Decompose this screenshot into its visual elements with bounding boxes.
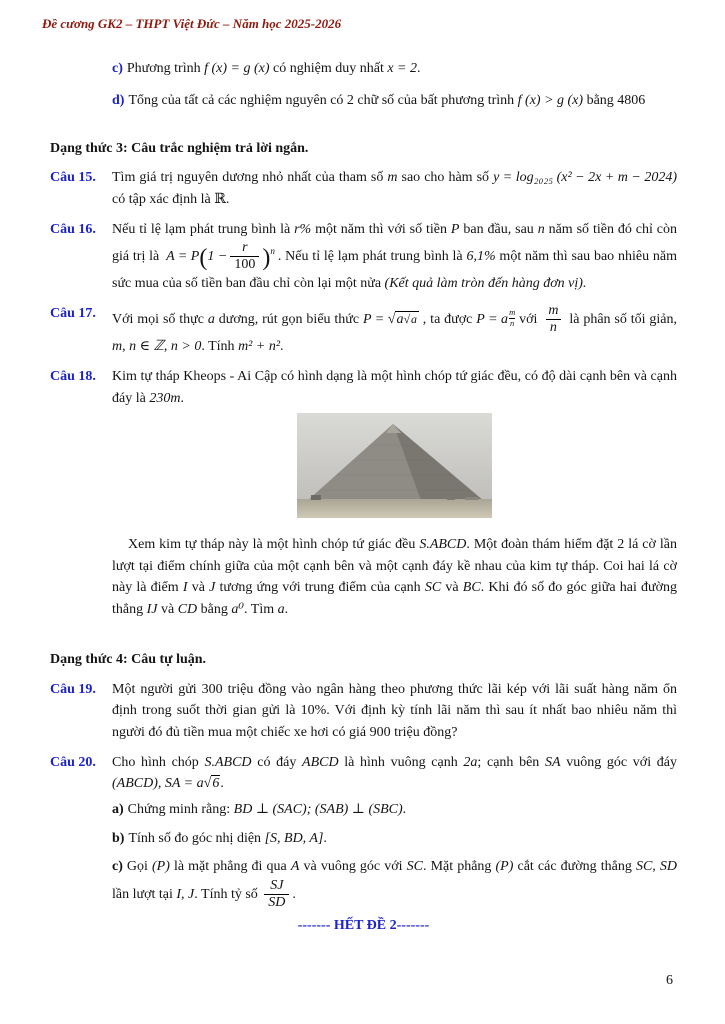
text-run: . [220, 776, 224, 792]
math-run: SA [544, 754, 561, 770]
item-c2-label: c) [112, 859, 123, 875]
item-b-label: b) [112, 830, 125, 846]
math-run: IJ [146, 602, 158, 618]
text-run: Cho hình chóp [112, 754, 205, 770]
math-run: P = [363, 311, 388, 327]
page-number: 6 [666, 973, 673, 989]
question-18 [50, 366, 677, 409]
question-20b [112, 828, 677, 850]
question-17-label: Câu 17. [50, 306, 96, 322]
math-run: SC [406, 859, 423, 875]
fraction-m-over-n: $\frac{m}{n}$ [544, 303, 562, 336]
text-run: ; cạnh bên [477, 754, 545, 770]
text-run: Tìm giá trị nguyên dương nhỏ nhất của tham số [112, 170, 388, 186]
text-run: . [180, 390, 184, 406]
inflation-formula [166, 240, 275, 273]
item-a-label: a) [112, 801, 124, 817]
text-run: . Khi đó số đo góc giữa hai đường thẳng [112, 580, 677, 618]
item-d-label: d) [112, 92, 125, 108]
math-run: f (x) = g (x) [204, 61, 270, 77]
math-run: [S, BD, A] [264, 830, 324, 846]
text-run: là mặt phẳng đi qua [169, 859, 291, 875]
text-run: . [323, 830, 327, 846]
question-18-explanation [112, 534, 677, 621]
text-run: và [157, 602, 178, 618]
math-run: J [209, 580, 216, 596]
math-run: SC [424, 580, 442, 596]
sa-formula [112, 773, 220, 795]
text-run: . [225, 191, 230, 207]
item-d [112, 90, 677, 112]
math-run: S.ABCD [419, 537, 467, 553]
question-17-text [112, 303, 677, 358]
question-15-text [112, 167, 677, 210]
math-run: SD [659, 859, 677, 875]
text-run: Một người gửi 300 triệu đồng vào ngân hàng theo phương thức lãi kép với lãi suất hàng năm ổn định trong suốt thời gian gửi là 10%. Với định kỳ tính lãi năm thì sau ít nhất bao nhiêu năm thì người đó đủ tiền mua một chiếc xe hơi có giá 900 triệu đồng? [112, 681, 677, 740]
text-run: một năm thì với số tiền [311, 221, 451, 237]
text-run: Chứng minh rằng: [127, 801, 234, 817]
text-run: Nếu tỉ lệ lạm phát trung bình là [112, 221, 295, 237]
text-run: . [417, 61, 421, 77]
text-run: . Tính [201, 339, 239, 355]
math-run: (P) [495, 859, 514, 875]
math-run: x = 2 [387, 61, 418, 77]
text-run: . Tìm [244, 602, 278, 618]
math-run: f (x) > g (x) [517, 92, 584, 108]
item-c-label: c) [112, 61, 123, 77]
text-run: Kim tự tháp Kheops - Ai Cập có hình dạng là một hình chóp tứ giác đều, có độ dài cạnh bên và cạnh đáy là [112, 369, 677, 406]
inner-radical: √a [403, 311, 417, 326]
math-run: 230m [149, 390, 181, 406]
math-run: 2a [463, 754, 478, 770]
math-run: a⁰ [231, 602, 245, 618]
math-run: A = P [166, 249, 200, 265]
text-run: . [402, 801, 407, 817]
section-heading-3: Dạng thức 3: Câu trắc nghiệm trả lời ngắn. [50, 140, 309, 156]
text-run: , [652, 859, 660, 875]
text-run: có nghiệm duy nhất [269, 61, 388, 77]
text-run: Xem kim tự tháp này là một hình chóp tứ giác đều [128, 537, 420, 553]
fraction-sj-over-sd: $\frac{SJ}{SD}$ [264, 878, 289, 911]
left-paren: ( [199, 245, 208, 272]
math-run: BD ⊥ (SAC); (SAB) ⊥ (SBC) [233, 801, 403, 817]
text-run: và [187, 580, 210, 596]
question-17 [50, 303, 677, 358]
question-18-text [112, 366, 677, 409]
text-run: . [280, 339, 284, 355]
right-paren: ) [262, 245, 271, 272]
section-heading-4: Dạng thức 4: Câu tự luận. [50, 651, 207, 667]
math-run: CD [177, 602, 198, 618]
math-run: ABCD [302, 754, 339, 770]
math-run: a [207, 311, 215, 327]
question-15 [50, 167, 677, 210]
text-run: một năm thì sau bao nhiêu năm sức mua của số tiền ban đầu chỉ còn lại một nửa [112, 249, 677, 292]
text-run: cắt các đường thẳng [513, 859, 636, 875]
math-run: (ABCD), SA = a [112, 776, 204, 792]
question-20a [112, 799, 677, 821]
end-of-exam-marker: ------- HẾT ĐỀ 2------- [297, 918, 430, 934]
math-run: SC [635, 859, 653, 875]
text-run: lần lượt tại [112, 886, 177, 902]
pyramid-figure [112, 413, 677, 526]
radical-6: √6 [203, 776, 220, 792]
math-run: r% [294, 221, 312, 237]
text-run: tương ứng với trung điểm của cạnh [215, 580, 425, 596]
exponent-n: n [270, 246, 275, 257]
question-20c [112, 856, 677, 911]
text-run: Phương trình [126, 61, 205, 77]
math-run: m [387, 170, 398, 186]
text-run: . [284, 602, 289, 618]
text-run: là phân số tối giản, [565, 311, 678, 327]
text-run: có tập xác định là [112, 191, 215, 207]
question-19 [50, 679, 677, 744]
power-expression [476, 308, 515, 331]
text-run: dương, rút gọn biểu thức [214, 311, 363, 327]
question-18-label: Câu 18. [50, 369, 96, 385]
math-run: 4806 [617, 92, 646, 108]
math-run: I, J [176, 886, 195, 902]
text-run: Tính số đo góc nhị diện [128, 830, 265, 846]
text-run: là hình vuông cạnh [338, 754, 464, 770]
math-run: I [182, 580, 188, 596]
text-run: năm số tiền đó chỉ còn giá trị là [112, 221, 677, 265]
text-run: vuông góc với đáy [560, 754, 677, 770]
rounding-note: (Kết quả làm tròn đến hàng đơn vị). [384, 276, 587, 292]
math-run: (P) [151, 859, 170, 875]
log-formula: y = log₂₀₂₅ (x² − 2x + m − 2024) [493, 170, 677, 186]
fraction-r-over-100: $\frac{r}{100}$ [230, 240, 259, 273]
text-run: Gọi [126, 859, 152, 875]
text-run: và vuông góc với [299, 859, 407, 875]
text-run: có đáy [251, 754, 303, 770]
document-header: Đề cương GK2 – THPT Việt Đức – Năm học 2025-2026 [42, 16, 342, 31]
text-run: bằng [583, 92, 618, 108]
math-run: S.ABCD [204, 754, 252, 770]
math-run: P [450, 221, 460, 237]
math-run: n [537, 221, 545, 237]
math-run: BC [462, 580, 481, 596]
sqrt-expression [363, 309, 419, 331]
question-20-label: Câu 20. [50, 754, 96, 770]
math-run: 1 − [207, 249, 228, 265]
math-run: ℝ [214, 191, 226, 207]
text-run: . Tính tỷ số [194, 886, 262, 902]
text-run: . [292, 886, 296, 902]
text-run: Tổng của tất cả các nghiệm nguyên có 2 chữ số của bất phương trình [128, 92, 518, 108]
question-20 [50, 752, 677, 795]
math-run: P = a [476, 311, 509, 327]
text-run: và [441, 580, 463, 596]
math-run: A [290, 859, 300, 875]
text-run: ban đầu, sau [459, 221, 538, 237]
nested-radical: √a√a [387, 311, 417, 327]
item-c [112, 58, 677, 80]
question-16 [50, 219, 677, 296]
text-run: . Nếu tỉ lệ lạm phát trung bình là [277, 249, 467, 265]
pyramid-image [297, 413, 492, 518]
text-run: sao cho hàm số [397, 170, 494, 186]
question-15-label: Câu 15. [50, 170, 96, 186]
math-run: a [277, 602, 285, 618]
question-16-label: Câu 16. [50, 221, 96, 237]
text-run: , ta được [418, 311, 477, 327]
text-run: bằng [197, 602, 232, 618]
math-run: m² + n² [238, 339, 281, 355]
question-19-text [112, 679, 677, 744]
exponent-m-over-n: $\frac{m}{n}$ [509, 306, 516, 328]
math-run: m, n ∈ ℤ, n > 0 [112, 339, 202, 355]
text-run: Với mọi số thực [112, 311, 208, 327]
question-16-text [112, 219, 677, 296]
text-run: . Mặt phẳng [422, 859, 496, 875]
math-run: 6,1% [466, 249, 496, 265]
text-run: . Một đoàn thám hiểm đặt 2 lá cờ lần lượt tại điểm chính giữa của một cạnh bên và một cạnh đáy kề nhau của kim tự tháp. Coi hai lá cờ này là điểm [112, 537, 677, 596]
question-20-text [112, 752, 677, 795]
text-run: với [515, 311, 542, 327]
question-19-label: Câu 19. [50, 681, 96, 697]
